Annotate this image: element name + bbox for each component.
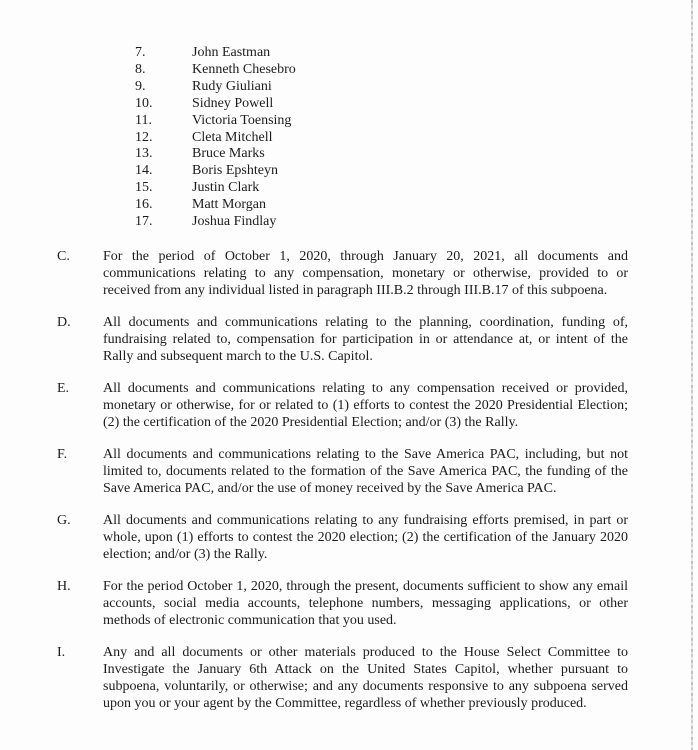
lettered-paragraphs [0,248,660,712]
paragraph-text: Any and all documents or other materials produced to the House Select Committee to Investigate the January 6th Attack on the United States Capitol, whether pursuant to subpoena, voluntarily, or otherwise; and any documents responsive to any subpoena served upon you or your agent by the Committee, regardless of whether previously produced. [103,644,628,711]
list-item [0,214,660,231]
paragraph-E [0,380,660,431]
list-item-number: 14. [135,163,153,179]
list-item-number: 9. [135,78,146,94]
paragraph-F [0,446,660,497]
paragraph-letter: F. [57,446,68,462]
list-item [0,96,660,113]
paragraph-G [0,512,660,563]
paragraph-text: All documents and communications relating to the planning, coordination, funding of, fundraising related to, compensation for participation in or attendance at, or intent of the Rally and subsequent march to the U.S. Capitol. [103,314,628,364]
paragraph-text: All documents and communications relating to the Save America PAC, including, but not limited to, documents related to the formation of the Save America PAC, the funding of the Save America PAC, and/or the use of money received by the Save America PAC. [103,446,628,496]
paragraph-letter: G. [57,512,71,528]
list-item-name: Rudy Giuliani [192,78,272,94]
list-item [0,79,660,96]
paragraph-D [0,314,660,365]
list-item [0,163,660,180]
list-item [0,146,660,163]
list-item-name: Bruce Marks [192,146,265,162]
list-item-name: Sidney Powell [192,95,274,111]
list-item-number: 8. [135,61,146,77]
list-item [0,113,660,130]
list-item-name: Joshua Findlay [192,214,277,230]
list-item-name: Justin Clark [192,180,260,196]
list-item-name: Boris Epshteyn [192,163,278,179]
list-item-number: 16. [135,197,153,213]
list-item-number: 11. [135,112,152,128]
paragraph-I [0,644,660,712]
list-item-name: Kenneth Chesebro [192,61,296,77]
list-item [0,45,660,62]
numbered-name-list [0,45,660,231]
list-item [0,130,660,147]
paragraph-letter: I. [57,644,66,660]
list-item-number: 17. [135,214,153,230]
paragraph-letter: C. [57,248,70,264]
list-item-number: 10. [135,95,153,111]
paragraph-H [0,578,660,629]
paragraph-text: All documents and communications relating to any compensation received or provided, monetary or otherwise, for or related to (1) efforts to contest the 2020 Presidential Election; (2) the certification of the 2020 Presidential Election; and/or (3) the Rally. [103,380,628,430]
list-item-name: John Eastman [192,45,271,60]
paragraph-letter: D. [57,314,71,330]
list-item-number: 13. [135,146,153,162]
list-item-name: Cleta Mitchell [192,129,273,145]
list-item [0,62,660,79]
list-item [0,180,660,197]
list-item-number: 7. [135,45,146,60]
list-item [0,197,660,214]
paragraph-C [0,248,660,299]
list-item-number: 15. [135,180,153,196]
paragraph-text: All documents and communications relating to any fundraising efforts premised, in part or whole, upon (1) efforts to contest the 2020 election; (2) the certification of the January 2020 election; and/or (3) the Rally. [103,512,628,562]
paragraph-text: For the period October 1, 2020, through the present, documents sufficient to show any email accounts, social media accounts, telephone numbers, messaging applications, or other methods of electronic communication that you used. [103,578,628,628]
page-content [0,45,660,727]
list-item-name: Victoria Toensing [192,112,292,128]
paragraph-letter: H. [57,578,71,594]
list-item-name: Matt Morgan [192,197,267,213]
scan-edge-artifact [691,0,693,750]
paragraph-text: For the period of October 1, 2020, through January 20, 2021, all documents and communications relating to any compensation, monetary or otherwise, provided to or received from any individual listed in paragraph III.B.2 through III.B.17 of this subpoena. [103,248,628,298]
list-item-number: 12. [135,129,153,145]
paragraph-letter: E. [57,380,70,396]
